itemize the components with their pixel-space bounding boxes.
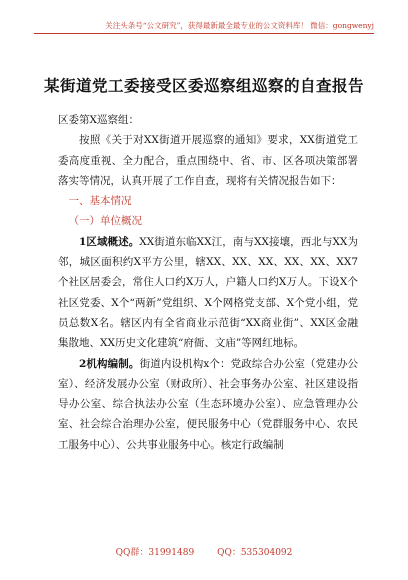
- paragraph-lead-area: 1区域概述。: [79, 235, 140, 248]
- salutation: 区委第X巡察组：: [58, 114, 139, 126]
- paragraph-lead-organization: 2机构编制。: [79, 357, 140, 370]
- paragraph-text-organization: 街道内设机构x个：党政综合办公室（党建办公室）、经济发展办公室（财政所）、社会事务办公室、社区建设指导办公室、综合执法办公室（生态环境办公室）、应急管理办公室、社会综合治理办公室，便民服务中心（党群服务中心、农民工服务中心）、公共事业服务中心。核定行政编制: [58, 357, 358, 451]
- subsection-heading-unit-overview: （一）单位概况: [68, 215, 142, 228]
- footer-qq-group: QQ群：31991489: [115, 548, 195, 558]
- paragraph-area-overview: [58, 232, 358, 354]
- footer-qq: QQ：535304092: [217, 548, 293, 558]
- header-promo-note: 关注头条号“公文研究”，获得最新最全最专业的公文资料库！ 微信：gongwenyj: [105, 21, 374, 30]
- paragraph-text-area: XX街道东临XX江，南与XX接壤，西北与XX为邻，城区面积约X平方公里，辖XX、XX、XX、XX、XX、XX7个社区居委会，常住人口约X万人，户籍人口约X万人。下设X个社区党委、X个“两新”党组织、X个网格党支部、X个党小组，党员总数X名。辖区内有全省商业示范街“XX商业街”、XX区金融集散地、XX历史文化建筑“府衙、文庙”等网红地标。: [58, 235, 358, 350]
- intro-paragraph: 按照《关于对XX街道开展巡察的通知》要求，XX街道党工委高度重视、全力配合，重点围绕中、省、市、区各项决策部署落实等情况，认真开展了工作自查，现将有关情况报告如下：: [58, 134, 358, 187]
- footer-contact: [0, 545, 408, 558]
- document-body: [58, 106, 358, 455]
- header-divider: [34, 33, 374, 34]
- section-heading-basic-info: 一、基本情况: [68, 195, 132, 208]
- document-title: 某街道党工委接受区委巡察组巡察的自查报告: [43, 76, 364, 95]
- paragraph-organization: [58, 354, 358, 455]
